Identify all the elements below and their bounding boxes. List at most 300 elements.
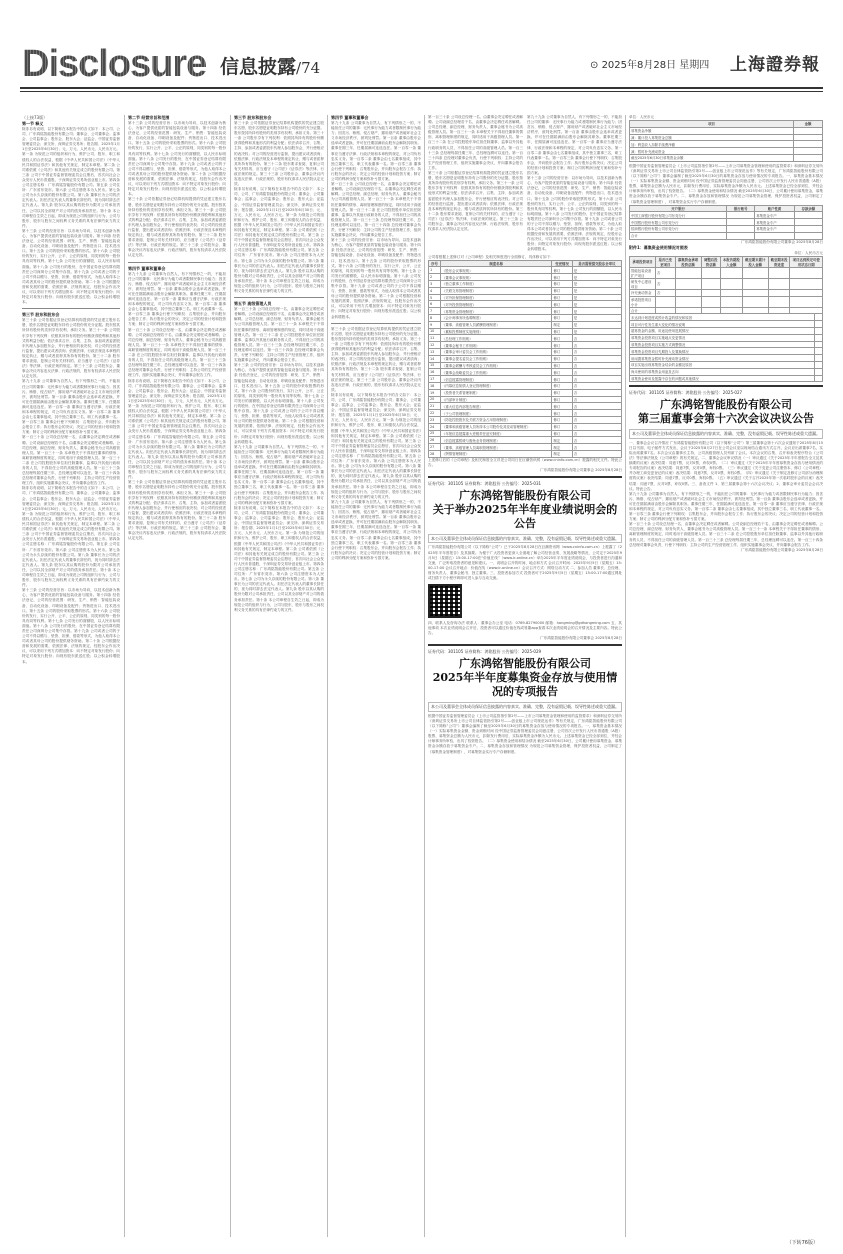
table-cell: 《关联交易管理制度》 <box>440 287 551 294</box>
table-cell: 否 <box>572 430 621 437</box>
table-row <box>630 348 823 355</box>
table-cell: 否 <box>572 355 621 362</box>
table-cell: 修订 <box>552 362 572 369</box>
table-cell: 《董事会提名委员会工作细则》 <box>440 355 551 362</box>
table-cell: 18 <box>429 382 441 389</box>
ann3-notice: 本公司及董事会全体成员保证信息披露的内容真实、准确、完整，没有虚假记载、误导性陈述或重大遗漏。 <box>629 429 823 438</box>
table-row <box>429 423 622 430</box>
table-cell: 23 <box>429 416 441 423</box>
col3-text-f: 除非另有说明，以下简称在本报告中的含义如下：本公司、公司、广东鸿铭智能股份有限公司；董事会、公司董事会；监事会、公司监事会；股东会、股东大会；证监会、中国证券监督管理委员会；深交所、深圳证券交易所；报告期、2025年1月1日至2025年6月30日；元、万元、人民币元、人民币万元。第一条 为规范公司的组织和行为，维护公司、股东、职工和债权人的合法权益，根据《中华人民共和国公司法》《中华人民共和国证券法》和其他有关规定，制定本章程。第二条 公司系依照《公司法》和其他有关规定成立的股份有限公司。第三条 公司于中国证券监督管理委员会注册后，首次向社会公众发行人民币普通股，于深圳证券交易所创业板上市。第四条 公司注册名称：广东鸿铭智能股份有限公司。第五条 公司住所：广东省东莞市。第六条 公司注册资本为人民币。第七条 公司为永久存续的股份有限公司。第八条 董事长为公司的法定代表人。担任法定代表人的董事长辞任的，视为同时辞去法定代表人。第九条 股东以其认购的股份为限对公司承担责任，公司以其全部财产对公司的债务承担责任。第十条 本公司章程自生效之日起，即成为规范公司的组织与行为、公司与股东、股东与股东之间权利义务关系的具有法律约束力的文件。 <box>234 505 324 612</box>
table-row <box>429 382 622 389</box>
table-cell: 修订 <box>552 416 572 423</box>
table-row <box>630 368 823 375</box>
table-cell: 修订 <box>552 369 572 376</box>
col2-text-e: 除非另有说明，以下简称在本报告中的含义如下：本公司、公司、广东鸿铭智能股份有限公司；董事会、公司董事会；监事会、公司监事会；股东会、股东大会；证监会、中国证券监督管理委员会；深交所、深圳证券交易所；报告期、2025年1月1日至2025年6月30日；元、万元、人民币元、人民币万元。第一条 为规范公司的组织和行为，维护公司、股东、职工和债权人的合法权益，根据《中华人民共和国公司法》《中华人民共和国证券法》和其他有关规定，制定本章程。第二条 公司系依照《公司法》和其他有关规定成立的股份有限公司。第三条 公司于中国证券监督管理委员会注册后，首次向社会公众发行人民币普通股，于深圳证券交易所创业板上市。第四条 公司注册名称：广东鸿铭智能股份有限公司。第五条 公司住所：广东省东莞市。第六条 公司注册资本为人民币。第七条 公司为永久存续的股份有限公司。第八条 董事长为公司的法定代表人。担任法定代表人的董事长辞任的，视为同时辞去法定代表人。第九条 股东以其认购的股份为限对公司承担责任，公司以其全部财产对公司的债务承担责任。第十条 本公司章程自生效之日起，即成为规范公司的组织与行为、公司与股东、股东与股东之间权利义务关系的具有法律约束力的文件。 <box>128 378 226 480</box>
table-cell <box>675 267 701 278</box>
col4-text-c: 第十三条 公司的经营宗旨：以市场为导向，以技术创新为核心，为客户提供优质的智能包装设备与服务。第十四条 经依法登记，公司的经营范围：研发、生产、销售：智能包装设备、自动化设备、印刷设备及配件；货物进出口、技术进出口。第十五条 公司的股份采取股票的形式。第十六条 公司股份的发行，实行公开、公平、公正的原则，同类别的每一股份具有同等权利。第十七条 公司发行的面额股，以人民币标明面值。第十八条 公司发行的股份，在中国证券登记结算有限责任公司深圳分公司集中存管。第十九条 公司或者公司的子公司不得以赠与、垫资、担保、借款等形式，为他人取得本公司或者其母公司的股份提供财务资助。第二十条 公司根据经营和发展的需要，依照法律、法规的规定，经股东会作出决议，可以采用下列方式增加资本：向不特定对象发行股份；向特定对象发行股份；向现有股东派送红股；以公积金转增股本。 <box>331 238 421 319</box>
table-cell: 智能包装设备扩产项目 <box>630 267 656 278</box>
table-row <box>630 278 823 289</box>
table-cell: 《年报信息披露重大差错责任追究制度》 <box>440 430 551 437</box>
table-row <box>630 375 823 382</box>
ann3-company: 广东鸿铭智能股份有限公司 <box>660 398 792 412</box>
table-cell: 《董事会秘书工作细则》 <box>440 342 551 349</box>
announcement-board-resolution <box>629 390 823 552</box>
table-intro: 公司将根据上述修订对《公司章程》及相关制度进行全面修订，具体修订如下： <box>428 254 554 259</box>
col1-heading: 第一节 释义 <box>22 121 44 126</box>
table-cell <box>742 296 768 307</box>
table-cell: 修订 <box>552 281 572 288</box>
table-cell <box>701 296 720 307</box>
col1-text-c: 第九十九条 公司董事为自然人，有下列情形之一的，不能担任公司的董事：无民事行为能力或者限制民事行为能力；因贪污、贿赂、侵占财产、挪用财产或者破坏社会主义市场经济秩序，被判处刑罚。第一百条 董事由股东会选举或者更换，并可在任期届满前由股东会解除其职务。董事任期三年，任期届满可连选连任。第一百零一条 董事应当遵守法律、行政法规和本章程的规定，对公司负有忠实义务。第一百零二条 董事会由七名董事组成，其中独立董事三名，职工代表董事一名。第一百零三条 董事会行使下列职权：召集股东会，并向股东会报告工作；执行股东会的决议；决定公司的经营计划和投资方案；制订公司的利润分配方案和弥补亏损方案。 <box>22 379 120 435</box>
col4-text: 第九十九条 公司董事为自然人，有下列情形之一的，不能担任公司的董事：无民事行为能力或者限制民事行为能力；因贪污、贿赂、侵占财产、挪用财产或者破坏社会主义市场经济秩序，被判处刑罚。第一百条 董事由股东会选举或者更换，并可在任期届满前由股东会解除其职务。董事任期三年，任期届满可连选连任。第一百零一条 董事应当遵守法律、行政法规和本章程的规定，对公司负有忠实义务。第一百零二条 董事会由七名董事组成，其中独立董事三名，职工代表董事一名。第一百零三条 董事会行使下列职权：召集股东会，并向股东会报告工作；执行股东会的决议；决定公司的经营计划和投资方案；制订公司的利润分配方案和弥补亏损方案。 <box>331 121 421 182</box>
col6-fund-unit: 单位：人民币元 <box>629 115 655 119</box>
table-row <box>630 127 823 134</box>
ann3-body-b: 第九十九条 公司董事为自然人，有下列情形之一的，不能担任公司的董事：无民事行为能力或者限制民事行为能力；因贪污、贿赂、侵占财产、挪用财产或者破坏社会主义市场经济秩序，被判处刑罚。第一百条 董事由股东会选举或者更换，并可在任期届满前由股东会解除其职务。董事任期三年，任期届满可连选连任。第一百零一条 董事应当遵守法律、行政法规和本章程的规定，对公司负有忠实义务。第一百零二条 董事会由七名董事组成，其中独立董事三名，职工代表董事一名。第一百零三条 董事会行使下列职权：召集股东会，并向股东会报告工作；执行股东会的决议；决定公司的经营计划和投资方案；制订公司的利润分配方案和弥补亏损方案。 <box>629 491 823 522</box>
col3-text-d: 第十三条 公司的经营宗旨：以市场为导向，以技术创新为核心，为客户提供优质的智能包装设备与服务。第十四条 经依法登记，公司的经营范围：研发、生产、销售：智能包装设备、自动化设备、印刷设备及配件；货物进出口、技术进出口。第十五条 公司的股份采取股票的形式。第十六条 公司股份的发行，实行公开、公平、公正的原则，同类别的每一股份具有同等权利。第十七条 公司发行的面额股，以人民币标明面值。第十八条 公司发行的股份，在中国证券登记结算有限责任公司深圳分公司集中存管。第十九条 公司或者公司的子公司不得以赠与、垫资、担保、借款等形式，为他人取得本公司或者其母公司的股份提供财务资助。第二十条 公司根据经营和发展的需要，依照法律、法规的规定，经股东会作出决议，可以采用下列方式增加资本：向不特定对象发行股份；向特定对象发行股份；向现有股东派送红股；以公积金转增股本。 <box>234 363 324 444</box>
table-cell: 否 <box>656 267 675 278</box>
col1-text-e: 除非另有说明，以下简称在本报告中的含义如下：本公司、公司、广东鸿铭智能股份有限公司；董事会、公司董事会；监事会、公司监事会；股东会、股东大会；证监会、中国证券监督管理委员会；深交所、深圳证券交易所；报告期、2025年1月1日至2025年6月30日；元、万元、人民币元、人民币万元。第一条 为规范公司的组织和行为，维护公司、股东、职工和债权人的合法权益，根据《中华人民共和国公司法》《中华人民共和国证券法》和其他有关规定，制定本章程。第二条 公司系依照《公司法》和其他有关规定成立的股份有限公司。第三条 公司于中国证券监督管理委员会注册后，首次向社会公众发行人民币普通股，于深圳证券交易所创业板上市。第四条 公司注册名称：广东鸿铭智能股份有限公司。第五条 公司住所：广东省东莞市。第六条 公司注册资本为人民币。第七条 公司为永久存续的股份有限公司。第八条 董事长为公司的法定代表人。担任法定代表人的董事长辞任的，视为同时辞去法定代表人。第九条 股东以其认购的股份为限对公司承担责任，公司以其全部财产对公司的债务承担责任。第十条 本公司章程自生效之日起，即成为规范公司的组织与行为、公司与股东、股东与股东之间权利义务关系的具有法律约束力的文件。 <box>22 486 120 588</box>
table-cell: 否 <box>572 369 621 376</box>
table-cell: 5 <box>429 294 441 301</box>
table-cell: 《董事、高级管理人员薪酬管理制度》 <box>440 321 551 328</box>
table-cell <box>794 141 823 148</box>
table-cell: 是 <box>572 281 621 288</box>
table-cell <box>727 212 755 219</box>
table-cell: 19 <box>429 389 441 396</box>
ann1-code-line: 证券代码：301105 证券简称：鸿铭股份 公告编号：2025-031 <box>428 481 542 487</box>
table-cell: 制定 <box>552 321 572 328</box>
table-row <box>429 287 622 294</box>
use-table-title: 附件1：募集资金使用情况对照表 <box>629 244 688 250</box>
table-cell: 承诺投资项目小计 <box>630 296 656 307</box>
table-cell: 否 <box>572 403 621 410</box>
table-row <box>630 355 823 362</box>
table-row <box>630 232 823 239</box>
table-cell: 修订 <box>552 294 572 301</box>
table-cell: 修订 <box>552 287 572 294</box>
table-row <box>429 315 622 322</box>
col5-text-b: 第三十条 公司依据证券登记结算机构提供的凭证建立股东名册，股东名册是证明股东持有公司股份的充分证据。股东按其所持有股份的类别享有权利，承担义务。第三十一条 公司股东享有下列权利：依照其所持有的股份份额获得股利和其他形式的利益分配；依法请求召开、召集、主持、参加或者委派股东代理人参加股东会，并行使相应的表决权；对公司的经营进行监督，提出建议或者质询；依照法律、行政法规及本章程的规定转让、赠与或者质押其所持有的股份。第三十二条 股东要求查阅、复制公司有关材料的，应当遵守《公司法》《证券法》等法律、行政法规的规定。第三十三条 公司股东会、董事会决议内容违反法律、行政法规的，股东有权请求人民法院认定无效。 <box>428 171 523 232</box>
table-cell <box>815 341 823 348</box>
table-cell <box>768 278 790 289</box>
table-row <box>429 389 622 396</box>
ann3-title: 第三届董事会第十六次会议决议公告 <box>638 412 814 426</box>
table-cell: 用闲置募集资金暂时补充流动资金情况 <box>630 355 815 362</box>
issue-date: ⊙ 2025年8月28日 星期四 <box>590 60 710 71</box>
table-cell: 减：累计投入募集资金总额 <box>630 134 794 141</box>
table-cell <box>815 368 823 375</box>
announcement-fund-report <box>428 649 622 754</box>
table-row <box>429 301 622 308</box>
table-cell: 合计 <box>630 307 656 314</box>
fund-summary-table <box>629 120 823 162</box>
ann2-company: 广东鸿铭智能股份有限公司 <box>459 657 591 671</box>
col1-heading-b: 第三节 股东和股东会 <box>22 312 60 318</box>
table-cell: 修订 <box>552 308 572 315</box>
qr-code-icon <box>428 584 462 618</box>
masthead <box>0 0 843 96</box>
table-header-cell: 存款余额 <box>794 205 822 212</box>
table-header-cell: 金额 <box>794 121 823 128</box>
table-cell: 是 <box>572 301 621 308</box>
table-cell: 7 <box>429 308 441 315</box>
table-cell <box>721 289 743 296</box>
table-cell: 加：利息收入扣除手续费净额 <box>630 141 794 148</box>
table-cell: 17 <box>429 376 441 383</box>
table-row <box>630 296 823 307</box>
table-row <box>429 328 622 335</box>
table-cell: 28 <box>429 450 441 457</box>
table-cell <box>768 289 790 296</box>
table-cell: 《信息披露暂缓与豁免业务管理制度》 <box>440 437 551 444</box>
table-cell: 修订 <box>552 376 572 383</box>
table-cell: 研发中心建设项目 <box>630 278 656 289</box>
table-cell: 制定 <box>552 450 572 457</box>
table-header-cell: 项目达到预定可使用状态日期 <box>790 256 823 267</box>
table-row <box>630 212 823 219</box>
table-cell: 募集资金投资项目先期投入及置换情况 <box>630 348 815 355</box>
table-row <box>630 334 823 341</box>
col1-text-cont: 第十三条 公司的经营宗旨：以市场为导向，以技术创新为核心，为客户提供优质的智能包装设备与服务。第十四条 经依法登记，公司的经营范围：研发、生产、销售：智能包装设备、自动化设备、印刷设备及配件；货物进出口、技术进出口。第十五条 公司的股份采取股票的形式。第十六条 公司股份的发行，实行公开、公平、公正的原则，同类别的每一股份具有同等权利。第十七条 公司发行的面额股，以人民币标明面值。第十八条 公司发行的股份，在中国证券登记结算有限责任公司深圳分公司集中存管。第十九条 公司或者公司的子公司不得以赠与、垫资、担保、借款等形式，为他人取得本公司或者其母公司的股份提供财务资助。第二十条 公司根据经营和发展的需要，依照法律、法规的规定，经股东会作出决议，可以采用下列方式增加资本：向不特定对象发行股份；向特定对象发行股份；向现有股东派送红股；以公积金转增股本。 <box>22 228 120 305</box>
brand-logo: Disclosure <box>22 43 207 85</box>
table-row <box>429 294 622 301</box>
table-cell: 11 <box>429 335 441 342</box>
table-cell: 否 <box>572 348 621 355</box>
column-2 <box>128 115 226 1237</box>
table-cell: 12 <box>429 342 441 349</box>
table-cell: 是 <box>572 267 621 274</box>
table-row <box>429 281 622 288</box>
ann3-code-line: 证券代码：301105 证券简称：鸿铭股份 公告编号：2025-027 <box>629 390 743 396</box>
table-header-cell: 募集资金承诺投资总额 <box>675 256 701 267</box>
table-cell: 尚未使用的募集资金用途及去向 <box>630 368 815 375</box>
table-cell: 10 <box>429 328 441 335</box>
table-header-cell: 调整后投资总额 <box>701 256 720 267</box>
col3-text-c: 第一百三十条 公司设总经理一名，由董事会决定聘任或者解聘。公司设副总经理若干名，由董事会决定聘任或者解聘。公司总经理、副总经理、财务负责人、董事会秘书为公司高级管理人员。第一百三十一条 本章程关于不得担任董事的情形、离职管理制度的规定，同时适用于高级管理人员。第一百三十二条 在公司控股股东单位担任除董事、监事以外其他行政职务的人员，不得担任公司的高级管理人员。第一百三十三条 总经理每届任期三年，总经理连聘可以连任。第一百三十四条 总经理对董事会负责，行使下列职权：主持公司的生产经营管理工作，组织实施董事会决议，并向董事会报告工作。 <box>234 307 324 363</box>
table-cell <box>794 226 822 233</box>
table-cell <box>794 155 823 162</box>
table-cell: 补充流动资金 <box>630 289 656 296</box>
table-cell <box>790 296 823 307</box>
table-cell <box>727 226 755 233</box>
table-header-cell: 项目 <box>630 121 794 128</box>
table-header-cell: 序号 <box>429 260 441 267</box>
table-cell: 《内幕信息知情人登记管理制度》 <box>440 382 551 389</box>
table-row <box>630 148 823 155</box>
col2-text: 第十三条 公司的经营宗旨：以市场为导向，以技术创新为核心，为客户提供优质的智能包装设备与服务。第十四条 经依法登记，公司的经营范围：研发、生产、销售：智能包装设备、自动化设备、印刷设备及配件；货物进出口、技术进出口。第十五条 公司的股份采取股票的形式。第十六条 公司股份的发行，实行公开、公平、公正的原则，同类别的每一股份具有同等权利。第十七条 公司发行的面额股，以人民币标明面值。第十八条 公司发行的股份，在中国证券登记结算有限责任公司深圳分公司集中存管。第十九条 公司或者公司的子公司不得以赠与、垫资、担保、借款等形式，为他人取得本公司或者其母公司的股份提供财务资助。第二十条 公司根据经营和发展的需要，依照法律、法规的规定，经股东会作出决议，可以采用下列方式增加资本：向不特定对象发行股份；向特定对象发行股份；向现有股东派送红股；以公积金转增股本。 <box>128 121 226 197</box>
col3-text: 第三十条 公司依据证券登记结算机构提供的凭证建立股东名册，股东名册是证明股东持有公司股份的充分证据。股东按其所持有股份的类别享有权利，承担义务。第三十一条 公司股东享有下列权利：依照其所持有的股份份额获得股利和其他形式的利益分配；依法请求召开、召集、主持、参加或者委派股东代理人参加股东会，并行使相应的表决权；对公司的经营进行监督，提出建议或者质询；依照法律、行政法规及本章程的规定转让、赠与或者质押其所持有的股份。第三十二条 股东要求查阅、复制公司有关材料的，应当遵守《公司法》《证券法》等法律、行政法规的规定。第三十三条 公司股东会、董事会决议内容违反法律、行政法规的，股东有权请求人民法院认定无效。 <box>234 121 324 187</box>
table-cell: 募集资金使用及披露中存在的问题或其他情况 <box>630 375 815 382</box>
table-cell: 是 <box>572 287 621 294</box>
table-cell: 《投资者关系管理制度》 <box>440 389 551 396</box>
ann1-contact: 四、联系人及咨询办法 联系人：董事会办公室 电话：0769-82790000 邮箱：hongming@gdhongming.com 五、其他事项 本次业绩说明会召开后，投资者可以通过价值在线或易董app查看本次业绩说明会的召开情况及主要内容。特此公告。 <box>428 621 622 636</box>
column-1 <box>22 115 120 1237</box>
table-cell: 修订 <box>552 301 572 308</box>
announcement-briefing <box>428 481 622 641</box>
masthead-rule <box>20 87 823 89</box>
table-signoff: 广东鸿铭智能股份有限公司董事会 2025年8月28日 <box>540 467 622 472</box>
table-header-cell: 是否已变更项目 <box>656 256 675 267</box>
table-header-cell: 账户性质 <box>755 205 795 212</box>
table-cell: 3 <box>429 281 441 288</box>
table-row <box>429 362 622 369</box>
table-cell: 是 <box>572 274 621 281</box>
table-cell: 是 <box>572 315 621 322</box>
table-cell: 未达到计划进度或预计收益的情况和原因 <box>630 314 815 321</box>
ann3-signoff: 广东鸿铭智能股份有限公司董事会 2025年8月28日 <box>741 547 823 552</box>
ann3-body: 一、董事会会议召开情况 广东鸿铭智能股份有限公司（以下简称“公司”）第三届董事会第十六次会议通知于2025年8月15日以书面、电子邮件方式发出，会议于2025年8月27日在公司会议室以现场结合通讯方式召开。会议应出席董事7名，实际出席董事7名。本次会议由董事长主持，公司高级管理人员列席了会议。本次会议的召集、召开和表决程序符合《公司法》等法律法规及《公司章程》的有关规定。二、董事会会议审议情况（一）审议通过《关于2025年半年度报告全文及其摘要的议案》表决结果：同意7票，反对0票，弃权0票。（二）审议通过《关于2025年半年度募集资金存放与使用情况的专项报告的议案》表决结果：同意7票，反对0票，弃权0票。（三）审议通过《关于变更公司注册资本、修订〈公司章程〉并办理工商变更登记的议案》表决结果：同意7票，反对0票，弃权0票。（四）审议通过《关于制定及修订公司部分治理制度的议案》表决结果：同意7票，反对0票，弃权0票。（五）审议通过《关于召开2025年第一次临时股东会的议案》表决结果：同意7票，反对0票，弃权0票。三、备查文件 1、第三届董事会第十六次会议决议；2、董事会审计委员会会议决议。特此公告。 <box>629 440 823 491</box>
col2-heading: 第二节 经营宗旨和范围 <box>128 115 170 120</box>
table-header-cell: 本报告期投入金额 <box>721 256 743 267</box>
table-cell: 《董事会审计委员会工作细则》 <box>440 348 551 355</box>
col2-text-c: 第九十九条 公司董事为自然人，有下列情形之一的，不能担任公司的董事：无民事行为能力或者限制民事行为能力；因贪污、贿赂、侵占财产、挪用财产或者破坏社会主义市场经济秩序，被判处刑罚。第一百条 董事由股东会选举或者更换，并可在任期届满前由股东会解除其职务。董事任期三年，任期届满可连选连任。第一百零一条 董事应当遵守法律、行政法规和本章程的规定，对公司负有忠实义务。第一百零二条 董事会由七名董事组成，其中独立董事三名，职工代表董事一名。第一百零三条 董事会行使下列职权：召集股东会，并向股东会报告工作；执行股东会的决议；决定公司的经营计划和投资方案；制订公司的利润分配方案和弥补亏损方案。 <box>128 271 226 327</box>
table-row <box>429 437 622 444</box>
table-row <box>630 289 823 296</box>
table-row <box>630 361 823 368</box>
table-cell <box>721 278 743 289</box>
table-cell: 修订 <box>552 267 572 274</box>
table-cell: 合计 <box>630 232 727 239</box>
col1-text-f: 第十三条 公司的经营宗旨：以市场为导向，以技术创新为核心，为客户提供优质的智能包装设备与服务。第十四条 经依法登记，公司的经营范围：研发、生产、销售：智能包装设备、自动化设备、印刷设备及配件；货物进出口、技术进出口。第十五条 公司的股份采取股票的形式。第十六条 公司股份的发行，实行公开、公平、公正的原则，同类别的每一股份具有同等权利。第十七条 公司发行的面额股，以人民币标明面值。第十八条 公司发行的股份，在中国证券登记结算有限责任公司深圳分公司集中存管。第十九条 公司或者公司的子公司不得以赠与、垫资、担保、借款等形式，为他人取得本公司或者其母公司的股份提供财务资助。第二十条 公司根据经营和发展的需要，依照法律、法规的规定，经股东会作出决议，可以采用下列方式增加资本：向不特定对象发行股份；向特定对象发行股份；向现有股东派送红股；以公积金转增股本。 <box>22 588 120 664</box>
col5-text-a: 第一百三十条 公司设总经理一名，由董事会决定聘任或者解聘。公司设副总经理若干名，由董事会决定聘任或者解聘。公司总经理、副总经理、财务负责人、董事会秘书为公司高级管理人员。第一百三十一条 本章程关于不得担任董事的情形、离职管理制度的规定，同时适用于高级管理人员。第一百三十二条 在公司控股股东单位担任除董事、监事以外其他行政职务的人员，不得担任公司的高级管理人员。第一百三十三条 总经理每届任期三年，总经理连聘可以连任。第一百三十四条 总经理对董事会负责，行使下列职权：主持公司的生产经营管理工作，组织实施董事会决议，并向董事会报告工作。 <box>428 115 523 170</box>
table-cell <box>727 219 755 226</box>
table-cell: 否 <box>656 289 675 296</box>
table-cell: 截至2025年6月30日募集资金余额 <box>630 155 794 162</box>
table-row <box>429 444 622 451</box>
ann2-body: 根据中国证券监督管理委员会《上市公司监管指引第2号——上市公司募集资金管理和使用的监管要求》和深圳证券交易所《深圳证券交易所上市公司自律监管指引第2号——创业板上市公司规范运作》等有关规定，广东鸿铭智能股份有限公司（以下简称“公司”）董事会编制了截至2025年6月30日的募集资金存放与使用情况的专项报告。一、募集资金基本情况（一）实际募集资金金额、资金到账时间 经中国证券监督管理委员会同意注册，公司首次公开发行人民币普通股（A股）股票，募集资金总额为人民币元，扣除发行费用后，实际募集资金净额为人民币元。上述募集资金已经全部到位，并经会计师事务所审验，出具了验资报告。（二）募集资金使用和结余情况 截至2025年6月30日，公司累计使用募集资金，募集资金余额存放于募集资金专户。二、募集资金存放和管理情况 为规范公司募集资金管理，保护投资者权益，公司制定了《募集资金管理制度》，对募集资金实行专户存储制度。 <box>428 713 622 754</box>
col3-heading-b: 第五节 高级管理人员 <box>234 301 272 307</box>
table-cell <box>794 232 822 239</box>
table-cell: 募集资金投资项目实施方式调整情况 <box>630 341 815 348</box>
table-cell <box>675 278 701 289</box>
table-cell: 4 <box>429 287 441 294</box>
table-row <box>429 410 622 417</box>
table-cell <box>794 148 823 155</box>
table-row <box>429 430 622 437</box>
table-cell: 《子公司管理制度》 <box>440 410 551 417</box>
table-cell: 否 <box>572 450 621 457</box>
col3-text-b: 除非另有说明，以下简称在本报告中的含义如下：本公司、公司、广东鸿铭智能股份有限公司；董事会、公司董事会；监事会、公司监事会；股东会、股东大会；证监会、中国证券监督管理委员会；深交所、深圳证券交易所；报告期、2025年1月1日至2025年6月30日；元、万元、人民币元、人民币万元。第一条 为规范公司的组织和行为，维护公司、股东、职工和债权人的合法权益，根据《中华人民共和国公司法》《中华人民共和国证券法》和其他有关规定，制定本章程。第二条 公司系依照《公司法》和其他有关规定成立的股份有限公司。第三条 公司于中国证券监督管理委员会注册后，首次向社会公众发行人民币普通股，于深圳证券交易所创业板上市。第四条 公司注册名称：广东鸿铭智能股份有限公司。第五条 公司住所：广东省东莞市。第六条 公司注册资本为人民币。第七条 公司为永久存续的股份有限公司。第八条 董事长为公司的法定代表人。担任法定代表人的董事长辞任的，视为同时辞去法定代表人。第九条 股东以其认购的股份为限对公司承担责任，公司以其全部财产对公司的债务承担责任。第十条 本公司章程自生效之日起，即成为规范公司的组织与行为、公司与股东、股东与股东之间权利义务关系的具有法律约束力的文件。 <box>234 187 324 294</box>
table-row <box>630 219 823 226</box>
divider <box>230 115 231 1237</box>
table-row <box>630 321 823 328</box>
table-header-cell: 变更情况 <box>552 260 572 267</box>
table-cell <box>755 232 795 239</box>
table-row <box>429 403 622 410</box>
table-row <box>429 450 622 457</box>
table-cell <box>768 267 790 278</box>
table-cell: 修订 <box>552 389 572 396</box>
table-cell: 否 <box>572 376 621 383</box>
table-row <box>429 416 622 423</box>
table-cell: 1 <box>429 267 441 274</box>
table-cell: 募集资金专户 <box>755 219 795 226</box>
table-row <box>429 308 622 315</box>
divider <box>124 115 125 1237</box>
table-cell: 《董事、高级管理人员离职管理制度》 <box>440 444 551 451</box>
table-cell <box>794 212 822 219</box>
table-cell <box>815 348 823 355</box>
table-cell <box>675 289 701 296</box>
table-cell: 《股东会议事规则》 <box>440 267 551 274</box>
col1-text-d: 第一百三十条 公司设总经理一名，由董事会决定聘任或者解聘。公司设副总经理若干名，由董事会决定聘任或者解聘。公司总经理、副总经理、财务负责人、董事会秘书为公司高级管理人员。第一百三十一条 本章程关于不得担任董事的情形、离职管理制度的规定，同时适用于高级管理人员。第一百三十二条 在公司控股股东单位担任除董事、监事以外其他行政职务的人员，不得担任公司的高级管理人员。第一百三十三条 总经理每届任期三年，总经理连聘可以连任。第一百三十四条 总经理对董事会负责，行使下列职权：主持公司的生产经营管理工作，组织实施董事会决议，并向董事会报告工作。 <box>22 435 120 486</box>
table-cell <box>815 375 823 382</box>
table-cell: 否 <box>572 410 621 417</box>
table-cell <box>742 289 768 296</box>
table-cell: 是 <box>572 328 621 335</box>
table-cell <box>790 289 823 296</box>
table-cell: 修订 <box>552 335 572 342</box>
table-row <box>630 226 823 233</box>
table-cell: 否 <box>572 444 621 451</box>
table-cell: 超募资金的金额、用途及使用进展情况 <box>630 327 815 334</box>
table-cell: 《募集资金管理制度》 <box>440 308 551 315</box>
column-6 <box>629 115 823 1237</box>
table-cell <box>701 278 720 289</box>
table-row <box>630 314 823 321</box>
ann1-company: 广东鸿铭智能股份有限公司 <box>459 489 591 503</box>
table-cell: 《信息披露管理制度》 <box>440 376 551 383</box>
table-cell: 《重大信息内部报告制度》 <box>440 403 551 410</box>
bank-account-table <box>629 205 823 240</box>
col2-text-b: 第三十条 公司依据证券登记结算机构提供的凭证建立股东名册，股东名册是证明股东持有公司股份的充分证据。股东按其所持有股份的类别享有权利，承担义务。第三十一条 公司股东享有下列权利：依照其所持有的股份份额获得股利和其他形式的利益分配；依法请求召开、召集、主持、参加或者委派股东代理人参加股东会，并行使相应的表决权；对公司的经营进行监督，提出建议或者质询；依照法律、行政法规及本章程的规定转让、赠与或者质押其所持有的股份。第三十二条 股东要求查阅、复制公司有关材料的，应当遵守《公司法》《证券法》等法律、行政法规的规定。第三十三条 公司股东会、董事会决议内容违反法律、行政法规的，股东有权请求人民法院认定无效。 <box>128 197 226 258</box>
table-cell: 《总经理工作细则》 <box>440 335 551 342</box>
table-cell: 项目可行性发生重大变化的情况说明 <box>630 321 815 328</box>
table-cell: 修订 <box>552 430 572 437</box>
table-row <box>429 274 622 281</box>
table-cell: 修订 <box>552 403 572 410</box>
table-cell: 修订 <box>552 396 572 403</box>
ann1-signoff: 广东鸿铭智能股份有限公司董事会 2025年8月28日 <box>540 636 622 641</box>
table-cell: 是 <box>572 294 621 301</box>
col1-text: 除非另有说明，以下简称在本报告中的含义如下：本公司、公司、广东鸿铭智能股份有限公司；董事会、公司董事会；监事会、公司监事会；股东会、股东大会；证监会、中国证券监督管理委员会；深交所、深圳证券交易所；报告期、2025年1月1日至2025年6月30日；元、万元、人民币元、人民币万元。第一条 为规范公司的组织和行为，维护公司、股东、职工和债权人的合法权益，根据《中华人民共和国公司法》《中华人民共和国证券法》和其他有关规定，制定本章程。第二条 公司系依照《公司法》和其他有关规定成立的股份有限公司。第三条 公司于中国证券监督管理委员会注册后，首次向社会公众发行人民币普通股，于深圳证券交易所创业板上市。第四条 公司注册名称：广东鸿铭智能股份有限公司。第五条 公司住所：广东省东莞市。第六条 公司注册资本为人民币。第七条 公司为永久存续的股份有限公司。第八条 董事长为公司的法定代表人。担任法定代表人的董事长辞任的，视为同时辞去法定代表人。第九条 股东以其认购的股份为限对公司承担责任，公司以其全部财产对公司的债务承担责任。第十条 本公司章程自生效之日起，即成为规范公司的组织与行为、公司与股东、股东与股东之间权利义务关系的具有法律约束力的文件。 <box>22 127 120 228</box>
table-cell: 《内部审计制度》 <box>440 396 551 403</box>
table-cell: 是 <box>572 308 621 315</box>
table-header-cell: 承诺投资项目 <box>630 256 656 267</box>
table-header-cell: 制度名称 <box>440 260 551 267</box>
table-cell: 募集资金净额 <box>630 127 794 134</box>
col2-heading-b: 第四节 董事和董事会 <box>128 265 166 271</box>
table-cell <box>768 296 790 307</box>
col6-text-a: 根据中国证券监督管理委员会《上市公司监管指引第2号——上市公司募集资金管理和使用的监管要求》和深圳证券交易所《深圳证券交易所上市公司自律监管指引第2号——创业板上市公司规范运作》等有关规定，广东鸿铭智能股份有限公司（以下简称“公司”）董事会编制了截至2025年6月30日的募集资金存放与使用情况的专项报告。一、募集资金基本情况（一）实际募集资金金额、资金到账时间 经中国证券监督管理委员会同意注册，公司首次公开发行人民币普通股（A股）股票，募集资金总额为人民币元，扣除发行费用后，实际募集资金净额为人民币元。上述募集资金已经全部到位，并经会计师事务所审验，出具了验资报告。（二）募集资金使用和结余情况 截至2025年6月30日，公司累计使用募集资金，募集资金余额存放于募集资金专户。二、募集资金存放和管理情况 为规范公司募集资金管理，保护投资者权益，公司制定了《募集资金管理制度》，对募集资金实行专户存储制度。 <box>629 163 823 204</box>
fund-use-table <box>629 256 823 315</box>
table-header-cell: 截至期末投资进度 <box>768 256 790 267</box>
table-cell: 《会计师事务所选聘制度》 <box>440 315 551 322</box>
table-cell: 制定 <box>552 444 572 451</box>
table-cell <box>790 278 823 289</box>
table-cell: 《对外担保管理制度》 <box>440 294 551 301</box>
table-header-cell: 银行账号 <box>727 205 755 212</box>
table-cell: 13 <box>429 348 441 355</box>
table-row <box>429 369 622 376</box>
table-cell: 是 <box>572 321 621 328</box>
continuation-end: （下转76版） <box>786 1240 818 1246</box>
col4-heading: 第四节 董事和董事会 <box>331 115 369 120</box>
table-header-cell: 是否需要提交股东会审议 <box>572 260 621 267</box>
ann2-title: 2025年半年度募集资金存放与使用情况的专项报告 <box>432 671 618 699</box>
divider <box>327 115 328 1237</box>
table-outro: 上述修订后的《公司章程》及相关制度全文详见公司同日在巨潮资讯网（www.cninfo.com.cn）披露的相关文件。特此公告。 <box>428 457 622 467</box>
table-cell: 《舆情管理制度》 <box>440 450 551 457</box>
table-cell: 否 <box>572 335 621 342</box>
table-cell: 15 <box>429 362 441 369</box>
table-cell: 6 <box>429 301 441 308</box>
table-cell: 否 <box>656 278 675 289</box>
continuation-start: （上接73版） <box>22 115 48 120</box>
table-cell: 《董事会战略委员会工作细则》 <box>440 369 551 376</box>
ann2-notice: 本公司及董事会全体成员保证信息披露的内容真实、准确、完整，没有虚假记载、误导性陈述或重大遗漏。 <box>428 702 622 711</box>
divider <box>625 115 626 1237</box>
table-cell: 修订 <box>552 382 572 389</box>
table-cell: 26 <box>429 437 441 444</box>
table-cell: 项目实施出现募集资金结余的金额及原因 <box>630 361 815 368</box>
table-cell <box>721 267 743 278</box>
table-cell: 16 <box>429 369 441 376</box>
table-cell: 否 <box>572 423 621 430</box>
table-cell: 《累积投票制度实施细则》 <box>440 328 551 335</box>
table-header-cell: 截至期末累计投入金额 <box>742 256 768 267</box>
table-cell: 《董事和高级管理人员所持本公司股份及其变动管理制度》 <box>440 423 551 430</box>
table-cell: 修订 <box>552 355 572 362</box>
ann1-title: 关于举办2025年半年度业绩说明会的公告 <box>432 503 618 531</box>
table-cell: 14 <box>429 355 441 362</box>
table-cell: 募集资金投资项目实施地点变更情况 <box>630 334 815 341</box>
table-row <box>429 396 622 403</box>
table-cell: 《独立董事工作制度》 <box>440 281 551 288</box>
table-cell <box>815 314 823 321</box>
fund-use-notes-table <box>629 313 823 382</box>
table-row <box>429 355 622 362</box>
table-row <box>429 342 622 349</box>
table-cell: 27 <box>429 444 441 451</box>
table-row <box>630 155 823 162</box>
col4-text-d: 第三十条 公司依据证券登记结算机构提供的凭证建立股东名册，股东名册是证明股东持有公司股份的充分证据。股东按其所持有股份的类别享有权利，承担义务。第三十一条 公司股东享有下列权利：依照其所持有的股份份额获得股利和其他形式的利益分配；依法请求召开、召集、主持、参加或者委派股东代理人参加股东会，并行使相应的表决权；对公司的经营进行监督，提出建议或者质询；依照法律、行政法规及本章程的规定转让、赠与或者质押其所持有的股份。第三十二条 股东要求查阅、复制公司有关材料的，应当遵守《公司法》《证券法》等法律、行政法规的规定。第三十三条 公司股东会、董事会决议内容违反法律、行政法规的，股东有权请求人民法院认定无效。 <box>331 326 421 392</box>
column-3 <box>234 115 324 1237</box>
ann1-body: 广东鸿铭智能股份有限公司（以下简称“公司”）已于2025年8月28日在巨潮资讯网（www.cninfo.com.cn）上披露了《2025年半年度报告》及其摘要。为便于广大投资者更深入全面地了解公司经营业绩、发展战略等情况，公司定于2025年9月5日（星期五）15:00-17:00在“价值在线”（www.ir-online.cn）举办2025年半年度业绩说明会，与投资者进行沟通和交流，广泛听取投资者的意见和建议。一、说明会召开的时间、地点和方式 会议召开时间：2025年9月5日（星期五）15:00-17:00 会议召开地点：价值在线（www.ir-online.cn）会议召开方式：网络互动方式 二、参加人员 董事长、总经理、财务负责人、董事会秘书、独立董事。三、投资者参加方式 投资者可于2025年9月5日（星期五）15:00-17:00通过网址或扫描下方小程序码即可进入参与互动交流。 <box>428 545 622 580</box>
table-cell: 24 <box>429 423 441 430</box>
table-cell <box>701 267 720 278</box>
col5-text-d: 第十三条 公司的经营宗旨：以市场为导向，以技术创新为核心，为客户提供优质的智能包装设备与服务。第十四条 经依法登记，公司的经营范围：研发、生产、销售：智能包装设备、自动化设备、印刷设备及配件；货物进出口、技术进出口。第十五条 公司的股份采取股票的形式。第十六条 公司股份的发行，实行公开、公平、公正的原则，同类别的每一股份具有同等权利。第十七条 公司发行的面额股，以人民币标明面值。第十八条 公司发行的股份，在中国证券登记结算有限责任公司深圳分公司集中存管。第十九条 公司或者公司的子公司不得以赠与、垫资、担保、借款等形式，为他人取得本公司或者其母公司的股份提供财务资助。第二十条 公司根据经营和发展的需要，依照法律、法规的规定，经股东会作出决议，可以采用下列方式增加资本：向不特定对象发行股份；向特定对象发行股份；向现有股东派送红股；以公积金转增股本。 <box>527 176 622 252</box>
table-cell <box>794 127 823 134</box>
column-4 <box>331 115 421 1237</box>
table-cell: 减：暂时补充流动资金 <box>630 148 794 155</box>
ann2-code-line: 证券代码：301105 证券简称：鸿铭股份 公告编号：2025-029 <box>428 649 542 655</box>
table-cell: 否 <box>572 437 621 444</box>
table-cell: 《防范控股股东及关联方资金占用管理制度》 <box>440 416 551 423</box>
column-5 <box>428 115 622 1237</box>
col2-text-d: 第一百三十条 公司设总经理一名，由董事会决定聘任或者解聘。公司设副总经理若干名，由董事会决定聘任或者解聘。公司总经理、副总经理、财务负责人、董事会秘书为公司高级管理人员。第一百三十一条 本章程关于不得担任董事的情形、离职管理制度的规定，同时适用于高级管理人员。第一百三十二条 在公司控股股东单位担任除董事、监事以外其他行政职务的人员，不得担任公司的高级管理人员。第一百三十三条 总经理每届任期三年，总经理连聘可以连任。第一百三十四条 总经理对董事会负责，行使下列职权：主持公司的生产经营管理工作，组织实施董事会决议，并向董事会报告工作。 <box>128 327 226 378</box>
table-cell: 《董事会议事规则》 <box>440 274 551 281</box>
newspaper-name: 上海證券報 <box>730 55 820 75</box>
table-cell: 募集资金专户 <box>755 226 795 233</box>
table-cell: 修订 <box>552 410 572 417</box>
table-cell <box>815 355 823 362</box>
table-row <box>429 376 622 383</box>
table-cell <box>742 278 768 289</box>
table-cell: 中国银行股份有限公司东莞分行 <box>630 219 727 226</box>
table-cell: 修订 <box>552 274 572 281</box>
table-row <box>429 321 622 328</box>
table-cell: 否 <box>572 342 621 349</box>
table-cell: 否 <box>572 396 621 403</box>
table-row <box>630 141 823 148</box>
table-cell: 2 <box>429 274 441 281</box>
table-cell: 22 <box>429 410 441 417</box>
use-table-unit: 单位：人民币万元 <box>794 250 823 255</box>
col3-heading: 第三节 股东和股东会 <box>234 115 272 120</box>
col4-text-e: 除非另有说明，以下简称在本报告中的含义如下：本公司、公司、广东鸿铭智能股份有限公司；董事会、公司董事会；监事会、公司监事会；股东会、股东大会；证监会、中国证券监督管理委员会；深交所、深圳证券交易所；报告期、2025年1月1日至2025年6月30日；元、万元、人民币元、人民币万元。第一条 为规范公司的组织和行为，维护公司、股东、职工和债权人的合法权益，根据《中华人民共和国公司法》《中华人民共和国证券法》和其他有关规定，制定本章程。第二条 公司系依照《公司法》和其他有关规定成立的股份有限公司。第三条 公司于中国证券监督管理委员会注册后，首次向社会公众发行人民币普通股，于深圳证券交易所创业板上市。第四条 公司注册名称：广东鸿铭智能股份有限公司。第五条 公司住所：广东省东莞市。第六条 公司注册资本为人民币。第七条 公司为永久存续的股份有限公司。第八条 董事长为公司的法定代表人。担任法定代表人的董事长辞任的，视为同时辞去法定代表人。第九条 股东以其认购的股份为限对公司承担责任，公司以其全部财产对公司的债务承担责任。第十条 本公司章程自生效之日起，即成为规范公司的组织与行为、公司与股东、股东与股东之间权利义务关系的具有法律约束力的文件。 <box>331 392 421 499</box>
table-cell <box>815 327 823 334</box>
